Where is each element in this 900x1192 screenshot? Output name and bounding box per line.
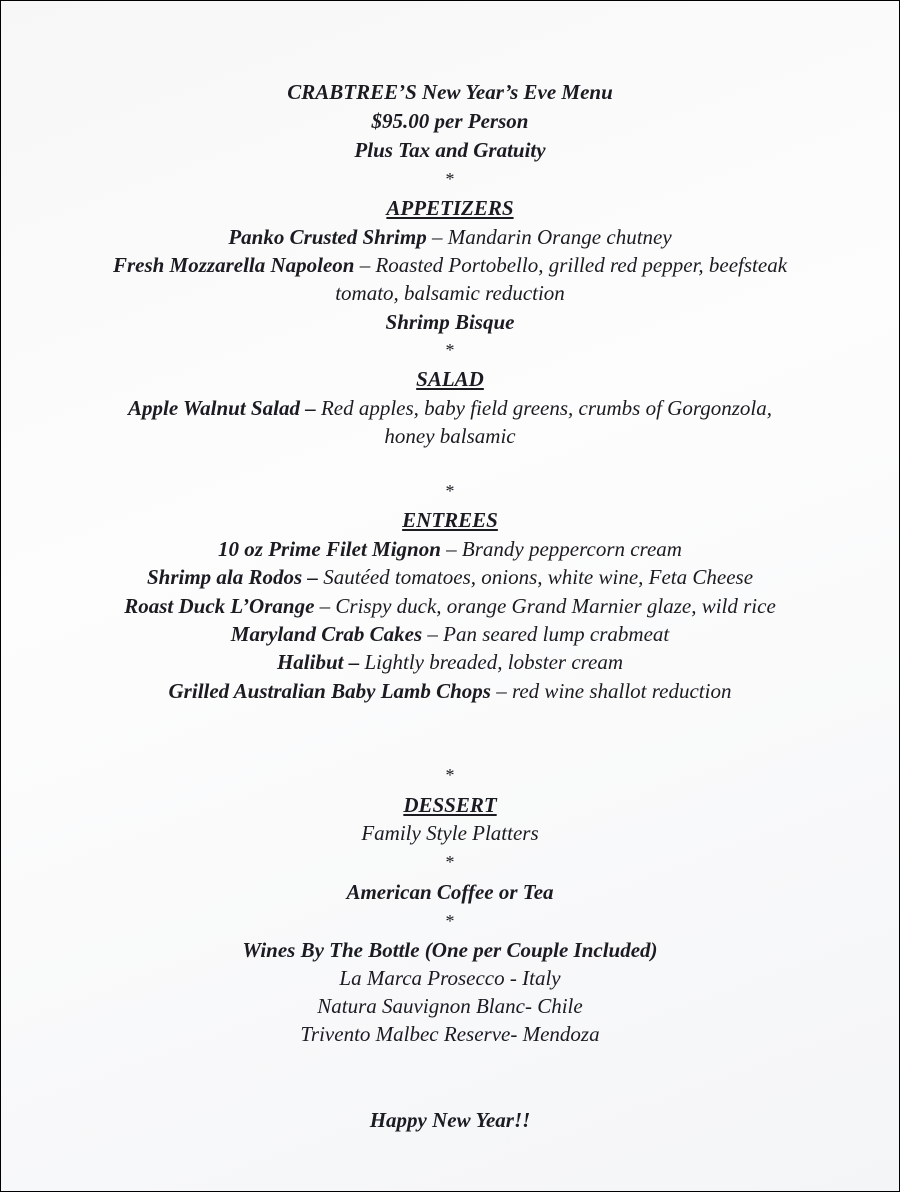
separator: * xyxy=(445,340,455,360)
salad-heading: SALAD xyxy=(416,367,484,391)
item-desc: Sautéed tomatoes, onions, white wine, Feta Cheese xyxy=(317,565,754,589)
appetizer-item xyxy=(1,223,899,251)
item-name: Grilled Australian Baby Lamb Chops xyxy=(168,679,491,703)
entree-item xyxy=(1,535,899,563)
item-name: Roast Duck L’Orange xyxy=(124,594,315,618)
item-desc: – Mandarin Orange chutney xyxy=(426,225,672,249)
entree-item xyxy=(1,592,899,620)
dessert-desc: Family Style Platters xyxy=(361,821,539,845)
menu-title: CRABTREE’S New Year’s Eve Menu xyxy=(287,80,613,104)
separator: * xyxy=(445,481,455,501)
item-name: Fresh Mozzarella Napoleon xyxy=(112,253,355,277)
salad-item xyxy=(1,394,899,422)
entree-item xyxy=(1,620,899,648)
wines-heading: Wines By The Bottle (One per Couple Included) xyxy=(242,938,658,962)
wine-item: Natura Sauvignon Blanc- Chile xyxy=(317,994,583,1018)
entrees-heading: ENTREES xyxy=(402,508,498,532)
appetizer-item-continued: tomato, balsamic reduction xyxy=(335,281,565,305)
item-desc: – red wine shallot reduction xyxy=(490,679,732,703)
separator: * xyxy=(445,169,455,189)
appetizer-item: Shrimp Bisque xyxy=(385,310,515,334)
separator: * xyxy=(445,911,455,931)
item-name: Maryland Crab Cakes xyxy=(230,622,423,646)
item-name: Halibut – xyxy=(276,650,360,674)
separator: * xyxy=(445,852,455,872)
closing-line: Happy New Year!! xyxy=(369,1108,531,1132)
entree-item xyxy=(1,563,899,591)
dessert-heading: DESSERT xyxy=(403,793,497,817)
salad-item-continued: honey balsamic xyxy=(384,424,516,448)
entree-item xyxy=(1,677,899,705)
item-desc: Red apples, baby field greens, crumbs of Gorgonzola, xyxy=(315,396,772,420)
appetizer-item xyxy=(1,251,899,279)
tax-note: Plus Tax and Gratuity xyxy=(354,138,546,162)
item-name: 10 oz Prime Filet Mignon xyxy=(218,537,441,561)
price-line: $95.00 per Person xyxy=(371,109,529,133)
item-desc: – Crispy duck, orange Grand Marnier glaze, wild rice xyxy=(314,594,776,618)
appetizers-heading: APPETIZERS xyxy=(386,196,514,220)
item-desc: – Pan seared lump crabmeat xyxy=(422,622,670,646)
item-name: Shrimp ala Rodos – xyxy=(146,565,318,589)
wine-item: La Marca Prosecco - Italy xyxy=(339,966,561,990)
item-desc: Lightly breaded, lobster cream xyxy=(359,650,624,674)
separator: * xyxy=(445,765,455,785)
item-name: Apple Walnut Salad – xyxy=(128,396,316,420)
entree-item xyxy=(1,648,899,676)
item-desc: – Brandy peppercorn cream xyxy=(440,537,682,561)
item-desc: – Roasted Portobello, grilled red pepper, beefsteak xyxy=(354,253,788,277)
coffee-line: American Coffee or Tea xyxy=(346,880,554,904)
wine-item: Trivento Malbec Reserve- Mendoza xyxy=(300,1022,600,1046)
item-name: Panko Crusted Shrimp xyxy=(228,225,427,249)
